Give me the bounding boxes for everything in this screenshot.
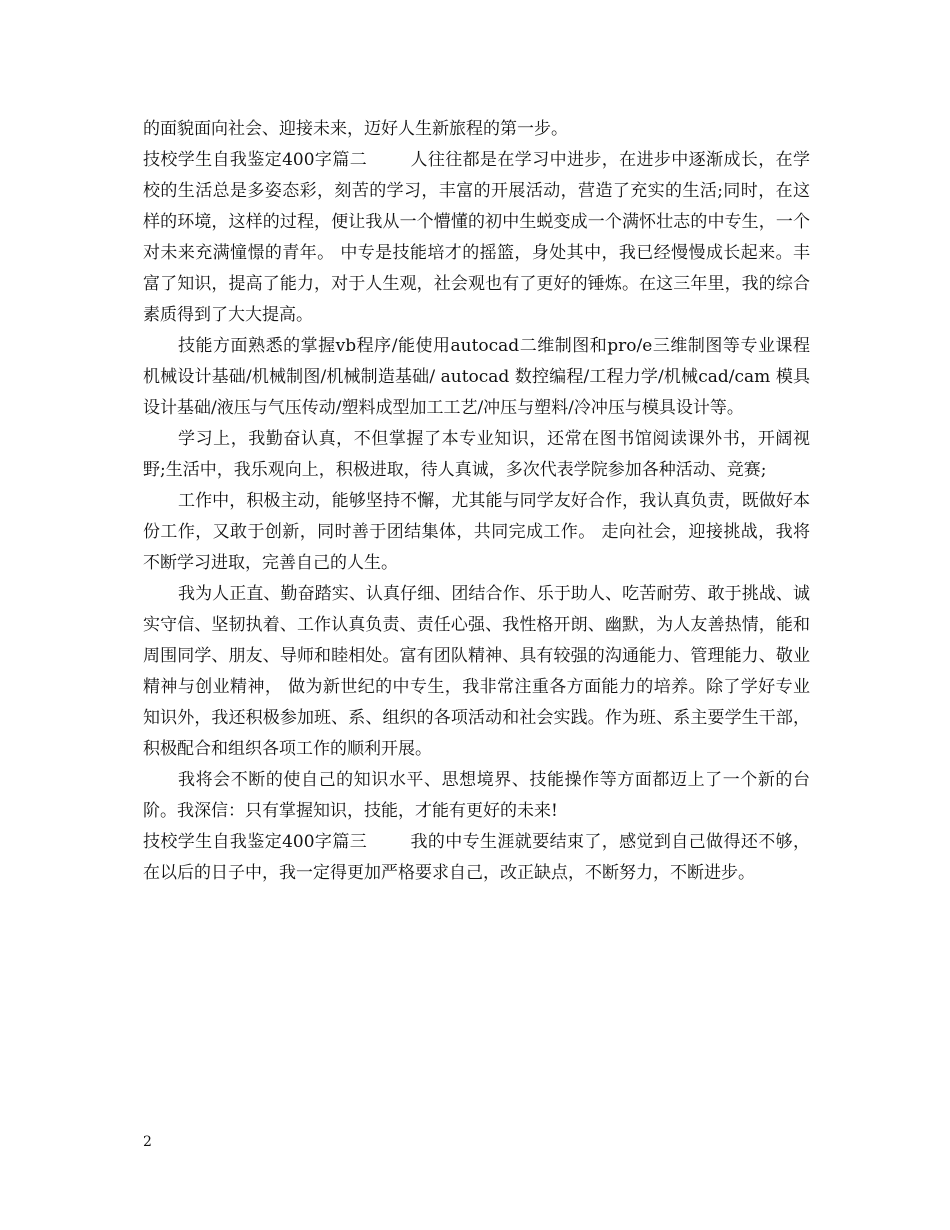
paragraph-character: 我为人正直、勤奋踏实、认真仔细、团结合作、乐于助人、吃苦耐劳、敢于挑战、诚实守信、坚韧执着、工作认真负责、责任心强、我性格开朗、幽默，为人友善热情，能和周围同学、朋友、导师和睦相处。富有团队精神、具有较强的沟通能力、管理能力、敬业精神与创业精神， 做为新世纪的中专生，我非常注重各方面能力的培养。除了学好专业知识外，我还积极参加班、系、组织的各项活动和社会实践。作为班、系主要学生干部，积极配合和组织各项工作的顺利开展。	[143, 584, 810, 759]
section-two-heading: 技校学生自我鉴定400字篇二	[143, 150, 368, 170]
paragraph-study: 学习上，我勤奋认真，不但掌握了本专业知识，还常在图书馆阅读课外书，开阔视野;生活中，我乐观向上，积极进取，待人真诚，多次代表学院参加各种活动、竞赛;	[143, 429, 810, 480]
section-three-heading: 技校学生自我鉴定400字篇三	[143, 832, 368, 852]
paragraph-skills: 技能方面熟悉的掌握vb程序/能使用autocad二维制图和pro/e三维制图等专业课程机械设计基础/机械制图/机械制造基础/ autocad 数控编程/工程力学/机械cad/cam 模具设计基础/液压与气压传动/塑料成型加工工艺/冲压与塑料/冷冲压与模具设计等。	[143, 336, 810, 418]
section-two-text: 人往往都是在学习中进步，在进步中逐渐成长，在学校的生活总是多姿态彩，刻苦的学习，丰富的开展活动，营造了充实的生活;同时，在这样的环境，这样的过程，便让我从一个懵懂的初中生蜕变成一个满怀壮志的中专生，一个对未来充满憧憬的青年。 中专是技能培才的摇篮，身处其中，我已经慢慢成长起来。丰富了知识，提高了能力，对于人生观，社会观也有了更好的锤炼。在这三年里，我的综合素质得到了大大提高。	[143, 150, 810, 325]
paragraph-continuation: 的面貌面向社会、迎接未来，迈好人生新旅程的第一步。	[143, 119, 568, 139]
document-body	[143, 114, 810, 889]
page-number: 2	[143, 1134, 152, 1150]
paragraph-section-two	[143, 145, 810, 331]
section-three-text: 我的中专生涯就要结束了，感觉到自己做得还不够，在以后的日子中，我一定得更加严格要求自己，改正缺点，不断努力，不断进步。	[143, 832, 810, 883]
paragraph-section-three	[143, 827, 810, 889]
paragraph-work: 工作中，积极主动，能够坚持不懈，尤其能与同学友好合作，我认真负责，既做好本份工作，又敢于创新，同时善于团结集体，共同完成工作。 走向社会，迎接挑战，我将不断学习进取，完善自己的人生。	[143, 491, 810, 573]
paragraph-outlook: 我将会不断的使自己的知识水平、思想境界、技能操作等方面都迈上了一个新的台阶。我深信：只有掌握知识，技能，才能有更好的未来!	[143, 770, 810, 821]
